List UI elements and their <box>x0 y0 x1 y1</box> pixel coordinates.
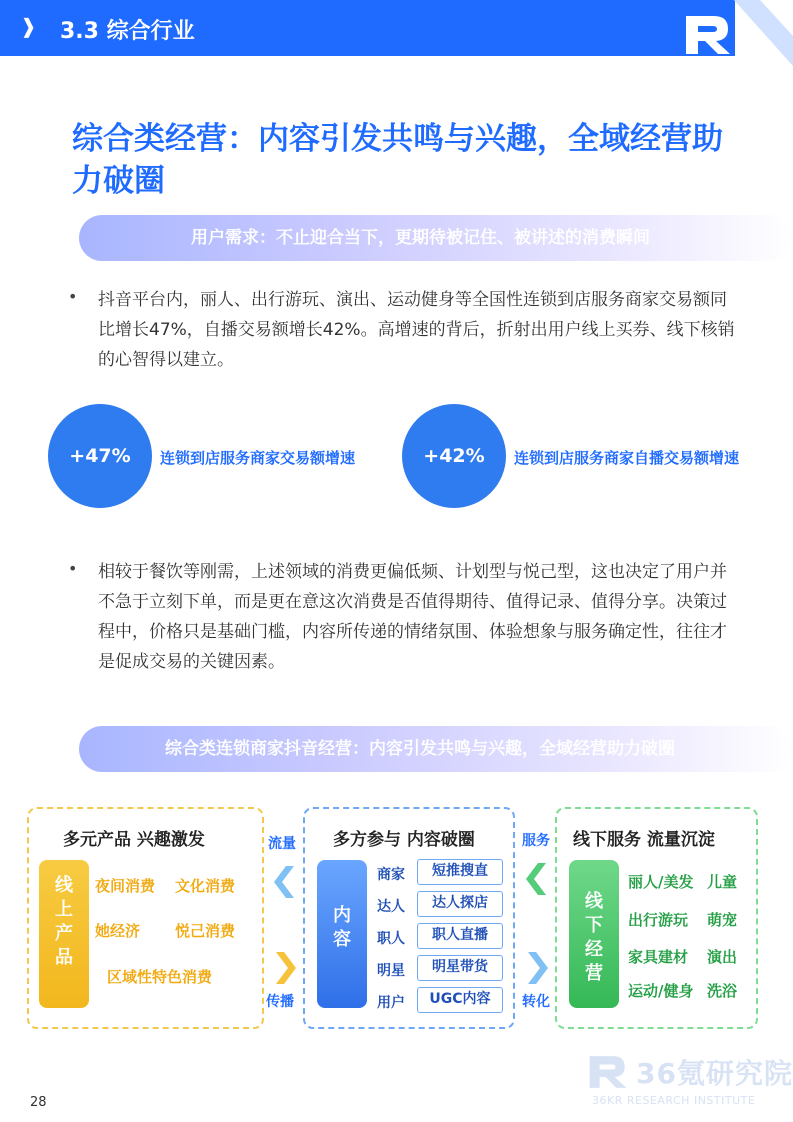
role-item: 职人直播 <box>417 923 503 949</box>
bar-char: 内 <box>333 905 351 926</box>
bar-char: 营 <box>585 963 603 984</box>
page-number: 28 <box>30 1095 47 1110</box>
header <box>0 0 793 56</box>
tag: 演出 <box>707 948 738 966</box>
logo-icon <box>684 14 732 56</box>
tag: 洗浴 <box>707 982 738 1000</box>
tag: 文化消费 <box>175 877 236 895</box>
offline-ops-bar <box>569 860 619 1008</box>
arrow-left-icon <box>526 863 548 895</box>
stat-circle-1: +47% <box>48 404 152 508</box>
watermark-subtext: 36KR RESEARCH INSTITUTE <box>592 1094 756 1107</box>
bar-char: 上 <box>55 899 73 920</box>
role-label: 用户 <box>377 995 405 1011</box>
role-item: 明星带货 <box>417 955 503 981</box>
section-title: 3.3 综合行业 <box>60 19 195 44</box>
watermark-text: 36氪研究院 <box>636 1057 793 1090</box>
tag: 悦己消费 <box>175 922 236 940</box>
arrow-right-icon <box>526 952 548 984</box>
role-item: 达人探店 <box>417 891 503 917</box>
tag: 儿童 <box>707 873 738 891</box>
box-title: 线下服务 流量沉淀 <box>573 830 715 850</box>
role-label: 达人 <box>377 899 405 915</box>
watermark-logo-icon <box>588 1054 628 1090</box>
role-label: 职人 <box>377 931 405 947</box>
paragraph-1: 抖音平台内，丽人、出行游玩、演出、运动健身等全国性连锁到店服务商家交易额同比增长47%，自播交易额增长42%。高增速的背后，折射出用户线上买券、线下核销的心智得以建立。 <box>98 290 735 370</box>
paragraph-2: 相较于餐饮等刚需，上述领域的消费更偏低频、计划型与悦己型，这也决定了用户并不急于立刻下单，而是更在意这次消费是否值得期待、值得记录、值得分享。决策过程中，价格只是基础门槛，内容所传递的情绪氛围、体验想象与服务确定性，往往才是促成交易的关键因素。 <box>98 562 727 672</box>
tag: 家具建材 <box>628 948 689 966</box>
bar-char: 线 <box>55 875 73 896</box>
chevron-right-icon: ❱ <box>20 14 37 38</box>
offline-service-box <box>555 807 758 1029</box>
tag: 萌宠 <box>707 911 738 929</box>
stat-label-2: 连锁到店服务商家自播交易额增速 <box>514 449 740 467</box>
online-products-bar <box>39 860 89 1008</box>
tag: 夜间消费 <box>95 877 156 895</box>
content-box <box>303 807 515 1029</box>
stat-circle-2: +42% <box>402 404 506 508</box>
tag: 丽人/美发 <box>628 873 694 891</box>
box-title: 多方参与 内容破圈 <box>333 830 475 850</box>
box-title: 多元产品 兴趣激发 <box>63 830 205 850</box>
role-item: 短推搜直 <box>417 859 503 885</box>
bar-char: 线 <box>585 891 603 912</box>
tag: 她经济 <box>95 922 141 940</box>
spread-label: 传播 <box>266 994 294 1010</box>
online-products-box <box>27 807 264 1029</box>
role-label: 商家 <box>377 867 405 883</box>
bar-char: 容 <box>333 929 351 950</box>
role-label: 明星 <box>377 963 405 979</box>
bar-char: 经 <box>585 939 603 960</box>
page-title: 综合类经营：内容引发共鸣与兴趣，全域经营助力破圈 <box>72 121 723 199</box>
conversion-label: 转化 <box>522 994 550 1010</box>
strategy-banner: 综合类连锁商家抖音经营：内容引发共鸣与兴趣，全域经营助力破圈 <box>79 726 793 772</box>
bar-char: 产 <box>55 923 73 944</box>
stat-label-1: 连锁到店服务商家交易额增速 <box>160 449 356 467</box>
bar-char: 品 <box>55 947 73 968</box>
tag: 出行游玩 <box>628 911 689 929</box>
bullet-dot: • <box>68 287 78 306</box>
bullet-dot: • <box>68 559 78 578</box>
bar-char: 下 <box>585 915 603 936</box>
arrow-right-icon <box>274 952 296 984</box>
role-item: UGC内容 <box>417 987 503 1013</box>
arrow-left-icon <box>274 866 296 898</box>
service-label: 服务 <box>522 833 550 849</box>
flow-label: 流量 <box>268 836 296 852</box>
tag: 区域性特色消费 <box>107 968 213 986</box>
tag: 运动/健身 <box>628 982 694 1000</box>
user-need-banner: 用户需求：不止迎合当下，更期待被记住、被讲述的消费瞬间 <box>79 215 793 261</box>
content-bar <box>317 860 367 1008</box>
